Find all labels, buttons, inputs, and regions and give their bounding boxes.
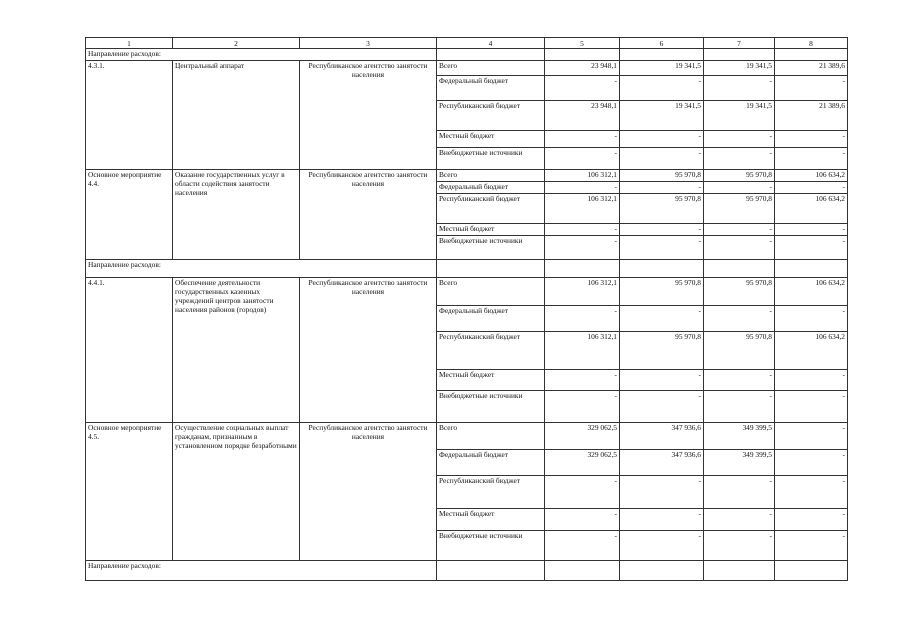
amount-cell: - bbox=[775, 370, 848, 391]
amount-cell: - bbox=[704, 76, 775, 101]
amount-cell: 106 312,1 bbox=[545, 332, 620, 370]
column-header: 6 bbox=[620, 38, 704, 49]
amount-cell: - bbox=[620, 509, 704, 531]
budget-table bbox=[85, 37, 848, 581]
amount-cell: - bbox=[775, 531, 848, 561]
amount-cell: - bbox=[775, 76, 848, 101]
empty-cell bbox=[437, 49, 545, 61]
amount-cell: 106 312,1 bbox=[545, 170, 620, 182]
amount-cell: - bbox=[775, 509, 848, 531]
column-header: 2 bbox=[173, 38, 300, 49]
amount-cell: - bbox=[775, 182, 848, 194]
amount-cell: - bbox=[620, 531, 704, 561]
empty-cell bbox=[620, 49, 704, 61]
amount-cell: 347 936,6 bbox=[620, 450, 704, 476]
column-header: 1 bbox=[86, 38, 173, 49]
amount-cell: - bbox=[704, 148, 775, 170]
program-name: Оказание государственных услуг в области содействия занятости населения bbox=[173, 170, 300, 260]
table-row bbox=[86, 278, 848, 306]
funding-source: Внебюджетные источники bbox=[437, 531, 545, 561]
funding-source: Местный бюджет bbox=[437, 370, 545, 391]
program-name: Центральный аппарат bbox=[173, 61, 300, 170]
amount-cell: - bbox=[620, 370, 704, 391]
amount-cell: - bbox=[704, 224, 775, 236]
amount-cell: - bbox=[620, 182, 704, 194]
amount-cell: - bbox=[545, 476, 620, 509]
amount-cell: 329 062,5 bbox=[545, 450, 620, 476]
table-row bbox=[86, 49, 848, 61]
empty-cell bbox=[620, 260, 704, 278]
amount-cell: - bbox=[775, 148, 848, 170]
empty-cell bbox=[545, 260, 620, 278]
amount-cell: 21 389,6 bbox=[775, 101, 848, 131]
empty-cell bbox=[775, 561, 848, 581]
amount-cell: - bbox=[775, 391, 848, 423]
funding-source: Местный бюджет bbox=[437, 509, 545, 531]
amount-cell: 21 389,6 bbox=[775, 61, 848, 76]
table-row bbox=[86, 260, 848, 278]
funding-source: Республиканский бюджет bbox=[437, 332, 545, 370]
amount-cell: - bbox=[704, 306, 775, 332]
amount-cell: - bbox=[775, 423, 848, 450]
amount-cell: - bbox=[620, 306, 704, 332]
amount-cell: - bbox=[704, 476, 775, 509]
funding-source: Республиканский бюджет bbox=[437, 101, 545, 131]
funding-source: Республиканский бюджет bbox=[437, 194, 545, 224]
amount-cell: 106 312,1 bbox=[545, 278, 620, 306]
amount-cell: - bbox=[775, 306, 848, 332]
amount-cell: 347 936,6 bbox=[620, 423, 704, 450]
amount-cell: - bbox=[620, 131, 704, 148]
funding-source: Внебюджетные источники bbox=[437, 236, 545, 260]
funding-source: Всего bbox=[437, 61, 545, 76]
program-code: 4.3.1. bbox=[86, 61, 173, 170]
amount-cell: 19 341,5 bbox=[620, 101, 704, 131]
empty-cell bbox=[545, 49, 620, 61]
program-code: 4.4.1. bbox=[86, 278, 173, 423]
executor: Республиканское агентство занятости населения bbox=[300, 61, 437, 170]
amount-cell: 106 634,2 bbox=[775, 332, 848, 370]
column-header: 3 bbox=[300, 38, 437, 49]
column-header: 5 bbox=[545, 38, 620, 49]
amount-cell: - bbox=[545, 509, 620, 531]
funding-source: Федеральный бюджет bbox=[437, 76, 545, 101]
empty-cell bbox=[704, 49, 775, 61]
amount-cell: - bbox=[775, 450, 848, 476]
empty-cell bbox=[775, 260, 848, 278]
amount-cell: - bbox=[620, 236, 704, 260]
amount-cell: - bbox=[545, 182, 620, 194]
amount-cell: - bbox=[620, 148, 704, 170]
funding-source: Внебюджетные источники bbox=[437, 391, 545, 423]
table-row bbox=[86, 561, 848, 581]
amount-cell: 95 970,8 bbox=[620, 194, 704, 224]
amount-cell: - bbox=[545, 306, 620, 332]
amount-cell: 95 970,8 bbox=[704, 332, 775, 370]
amount-cell: - bbox=[545, 131, 620, 148]
amount-cell: 95 970,8 bbox=[620, 170, 704, 182]
empty-cell bbox=[437, 260, 545, 278]
amount-cell: - bbox=[620, 391, 704, 423]
amount-cell: - bbox=[545, 531, 620, 561]
amount-cell: - bbox=[775, 224, 848, 236]
program-code: Основное мероприятие 4.5. bbox=[86, 423, 173, 561]
table-row bbox=[86, 423, 848, 450]
direction-label: Направление расходов: bbox=[86, 260, 437, 278]
amount-cell: 95 970,8 bbox=[704, 278, 775, 306]
direction-label: Направление расходов: bbox=[86, 49, 437, 61]
empty-cell bbox=[775, 49, 848, 61]
funding-source: Всего bbox=[437, 170, 545, 182]
amount-cell: - bbox=[775, 476, 848, 509]
amount-cell: 23 948,1 bbox=[545, 101, 620, 131]
amount-cell: - bbox=[545, 148, 620, 170]
amount-cell: 19 341,5 bbox=[620, 61, 704, 76]
amount-cell: - bbox=[620, 76, 704, 101]
funding-source: Местный бюджет bbox=[437, 224, 545, 236]
amount-cell: 95 970,8 bbox=[620, 332, 704, 370]
amount-cell: - bbox=[704, 391, 775, 423]
program-name: Обеспечение деятельности государственных казенных учреждений центров занятости населения районов (городов) bbox=[173, 278, 300, 423]
funding-source: Республиканский бюджет bbox=[437, 476, 545, 509]
column-header: 7 bbox=[704, 38, 775, 49]
amount-cell: 349 399,5 bbox=[704, 450, 775, 476]
amount-cell: - bbox=[775, 131, 848, 148]
amount-cell: 19 341,5 bbox=[704, 101, 775, 131]
funding-source: Всего bbox=[437, 423, 545, 450]
executor: Республиканское агентство занятости населения bbox=[300, 278, 437, 423]
amount-cell: 106 634,2 bbox=[775, 194, 848, 224]
empty-cell bbox=[545, 561, 620, 581]
amount-cell: - bbox=[704, 131, 775, 148]
amount-cell: - bbox=[545, 76, 620, 101]
table-row bbox=[86, 61, 848, 76]
empty-cell bbox=[704, 561, 775, 581]
amount-cell: 106 634,2 bbox=[775, 278, 848, 306]
empty-cell bbox=[620, 561, 704, 581]
executor: Республиканское агентство занятости населения bbox=[300, 423, 437, 561]
amount-cell: 106 312,1 bbox=[545, 194, 620, 224]
amount-cell: 19 341,5 bbox=[704, 61, 775, 76]
amount-cell: - bbox=[545, 236, 620, 260]
empty-cell bbox=[704, 260, 775, 278]
funding-source: Местный бюджет bbox=[437, 131, 545, 148]
funding-source: Всего bbox=[437, 278, 545, 306]
amount-cell: - bbox=[775, 236, 848, 260]
amount-cell: 329 062,5 bbox=[545, 423, 620, 450]
amount-cell: 95 970,8 bbox=[620, 278, 704, 306]
amount-cell: - bbox=[704, 236, 775, 260]
amount-cell: - bbox=[704, 531, 775, 561]
amount-cell: - bbox=[545, 391, 620, 423]
empty-cell bbox=[437, 561, 545, 581]
table-row bbox=[86, 170, 848, 182]
amount-cell: - bbox=[704, 182, 775, 194]
amount-cell: - bbox=[545, 224, 620, 236]
funding-source: Федеральный бюджет bbox=[437, 450, 545, 476]
program-name: Осуществление социальных выплат гражданам, признанным в установленном порядке безработными bbox=[173, 423, 300, 561]
amount-cell: 349 399,5 bbox=[704, 423, 775, 450]
amount-cell: 95 970,8 bbox=[704, 194, 775, 224]
amount-cell: - bbox=[620, 224, 704, 236]
executor: Республиканское агентство занятости населения bbox=[300, 170, 437, 260]
column-header: 4 bbox=[437, 38, 545, 49]
amount-cell: 23 948,1 bbox=[545, 61, 620, 76]
amount-cell: - bbox=[620, 476, 704, 509]
table-row bbox=[86, 38, 848, 49]
funding-source: Федеральный бюджет bbox=[437, 306, 545, 332]
amount-cell: 106 634,2 bbox=[775, 170, 848, 182]
amount-cell: - bbox=[545, 370, 620, 391]
amount-cell: 95 970,8 bbox=[704, 170, 775, 182]
funding-source: Федеральный бюджет bbox=[437, 182, 545, 194]
direction-label: Направление расходов: bbox=[86, 561, 437, 581]
amount-cell: - bbox=[704, 509, 775, 531]
column-header: 8 bbox=[775, 38, 848, 49]
amount-cell: - bbox=[704, 370, 775, 391]
funding-source: Внебюджетные источники bbox=[437, 148, 545, 170]
program-code: Основное мероприятие 4.4. bbox=[86, 170, 173, 260]
